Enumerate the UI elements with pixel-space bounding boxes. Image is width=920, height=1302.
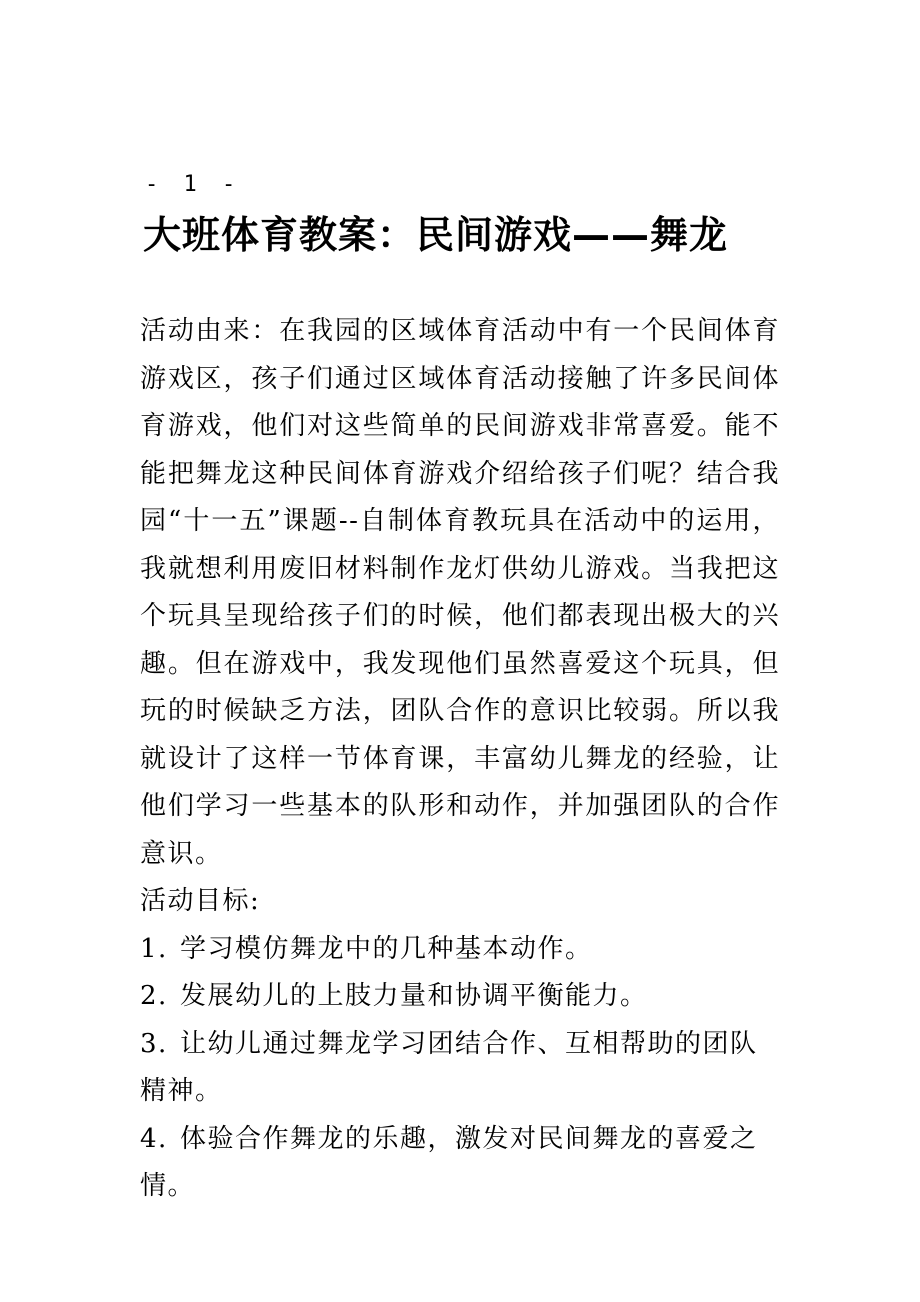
goal-text: 学习模仿舞龙中的几种基本动作。 [180,933,593,964]
goal-number: 1. [140,933,168,964]
page-number: - 1 - [145,172,242,197]
goal-item-4 [140,1116,780,1211]
goal-text: 发展幼儿的上肢力量和协调平衡能力。 [180,981,648,1011]
intro-paragraph: 活动由来：在我园的区域体育活动中有一个民间体育游戏区，孩子们通过区域体育活动接触了许多民间体育游戏，他们对这些简单的民间游戏非常喜爱。能不能把舞龙这种民间体育游戏介绍给孩子们呢？结合我园“十一五”课题--自制体育教玩具在活动中的运用，我就想利用废旧材料制作龙灯供幼儿游戏。当我把这个玩具呈现给孩子们的时候，他们都表现出极大的兴趣。但在游戏中，我发现他们虽然喜爱这个玩具，但玩的时候缺乏方法，团队合作的意识比较弱。所以我就设计了这样一节体育课，丰富幼儿舞龙的经验，让他们学习一些基本的队形和动作，并加强团队的合作意识。 [140,316,780,869]
goal-number: 4. [140,1123,168,1154]
goal-item-2 [140,973,780,1021]
document-title: 大班体育教案：民间游戏——舞龙 [143,213,729,257]
goal-item-1 [140,926,780,974]
goal-text: 让幼儿通过舞龙学习团结合作、互相帮助的团队精神。 [140,1028,758,1106]
goals-heading: 活动目标: [140,886,261,916]
goal-number: 2. [140,981,168,1011]
goal-text: 体验合作舞龙的乐趣，激发对民间舞龙的喜爱之情。 [140,1123,758,1201]
goal-item-3 [140,1021,780,1116]
goal-number: 3. [140,1028,168,1059]
document-body [140,308,780,1211]
